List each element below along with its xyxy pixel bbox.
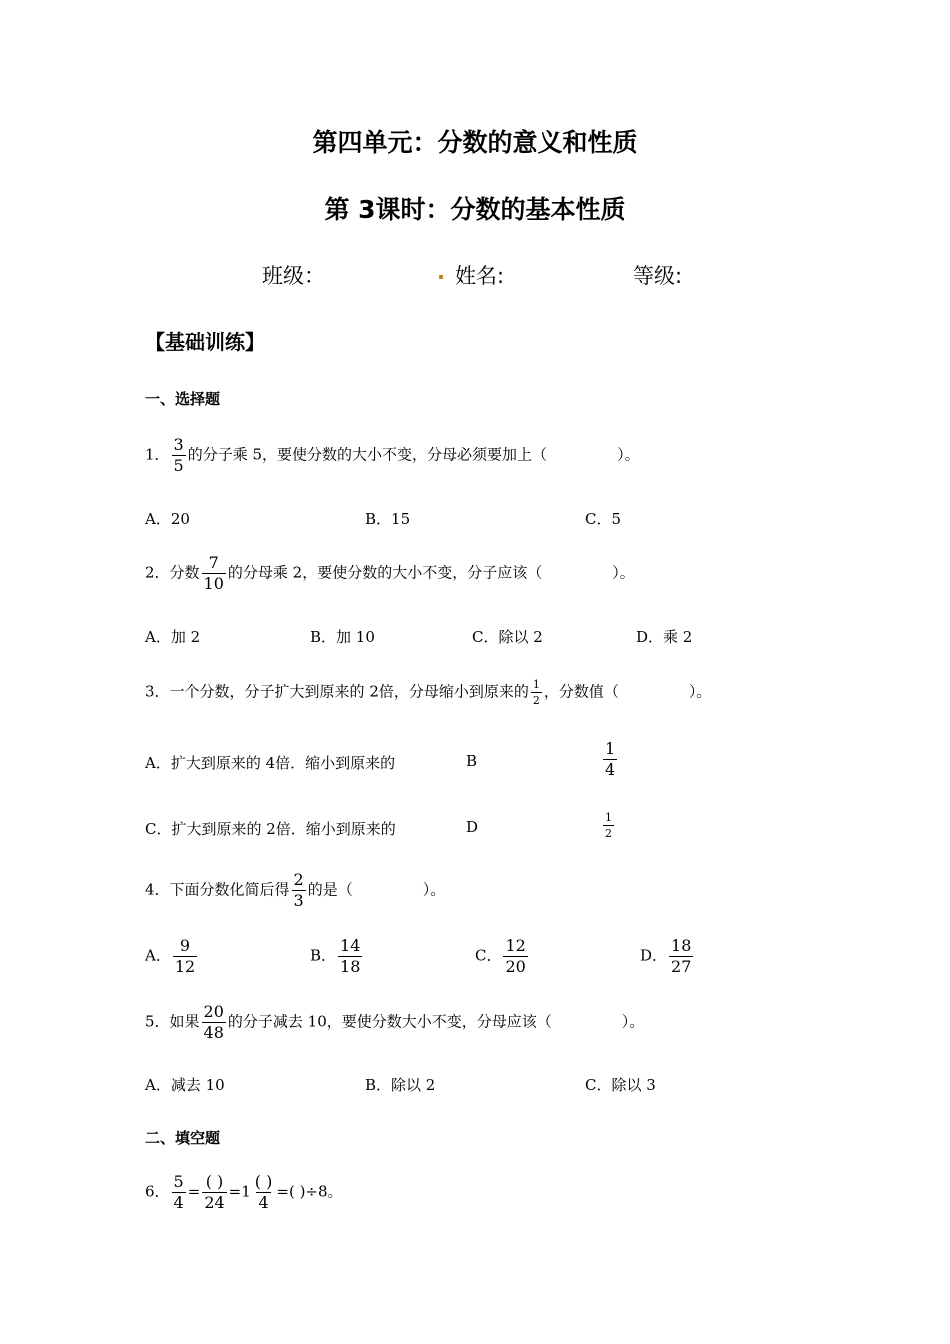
- part1-title: 一、选择题: [145, 390, 221, 408]
- question-6: 6． $\frac{5}{4}$ = $\frac{( )}{24}$ =1 $\frac{( )}{4}$ =( )÷8。: [145, 1172, 343, 1212]
- grade-label: 等级:: [633, 264, 683, 288]
- q6-fraction-3: $\frac{( )}{4}$: [254, 1172, 273, 1212]
- q1-option-c: C．5: [585, 510, 622, 528]
- q4-fraction: $\frac{2}{3}$: [293, 870, 304, 910]
- q6-tail: ( )÷8。: [288, 1182, 343, 1201]
- q3-option-a: A．扩大到原来的 4倍．缩小到原来的: [145, 754, 396, 772]
- q4-text2: 的是（: [307, 880, 353, 899]
- q6-fraction-1: $\frac{5}{4}$: [173, 1172, 184, 1212]
- q2-fraction: $\frac{7}{10}$: [203, 553, 224, 593]
- q1-text: 的分子乘 5，要使分数的大小不变，分母必须要加上（: [187, 445, 548, 464]
- q1-fraction: $\frac{3}{5}$: [173, 435, 184, 475]
- q2-number: 2．分数: [145, 563, 200, 582]
- q3-option-d: D: [466, 818, 479, 836]
- q2-option-c: C．除以 2: [472, 628, 543, 646]
- q2-end: ）。: [612, 563, 635, 582]
- q4-option-c: C． $\frac{12}{20}$: [475, 936, 526, 976]
- q1-option-a: A．20: [145, 510, 190, 528]
- q2-option-a: A．加 2: [145, 628, 201, 646]
- question-3: [145, 679, 711, 706]
- q1-option-b: B．15: [365, 510, 411, 528]
- question-2: [145, 555, 635, 592]
- q1-end: ）。: [617, 445, 640, 464]
- q3-option-b: B: [466, 752, 478, 770]
- q3-text: 3．一个分数，分子扩大到原来的 2倍，分母缩小到原来的: [145, 682, 529, 701]
- class-label: 班级：: [262, 264, 325, 288]
- q4-option-b: B． $\frac{14}{18}$: [310, 936, 361, 976]
- q5-end: ）。: [621, 1012, 645, 1031]
- q2-option-b: B．加 10: [310, 628, 375, 646]
- separator-dot: .: [437, 260, 445, 284]
- question-4: [145, 872, 445, 909]
- q4-text: 4．下面分数化简后得: [145, 880, 290, 899]
- q4-end: ）。: [422, 880, 446, 899]
- q3-option-c: C．扩大到原来的 2倍．缩小到原来的: [145, 820, 396, 838]
- q5-option-a: A．减去 10: [145, 1076, 225, 1094]
- q5-text: 5．如果: [145, 1012, 200, 1031]
- q4-option-d: D． $\frac{18}{27}$: [640, 936, 692, 976]
- part2-title: 二、填空题: [145, 1129, 221, 1147]
- q3-fraction: $\frac{1}{2}$: [532, 678, 540, 707]
- q5-option-c: C．除以 3: [585, 1076, 656, 1094]
- q3-end: ）。: [688, 682, 712, 701]
- q2-option-d: D．乘 2: [636, 628, 693, 646]
- page-subtitle: 第 3课时：分数的基本性质: [324, 195, 626, 224]
- q5-text2: 的分子减去 10，要使分数大小不变，分母应该（: [227, 1012, 552, 1031]
- q3-option-b-fraction: $\frac{1}{4}$: [605, 739, 616, 779]
- question-1: [145, 437, 640, 474]
- q6-fraction-2: $\frac{( )}{24}$: [204, 1172, 225, 1212]
- q5-option-b: B．除以 2: [365, 1076, 436, 1094]
- q4-option-a: A． $\frac{9}{12}$: [145, 936, 196, 976]
- section-title: 【基础训练】: [145, 330, 265, 354]
- page-title: 第四单元：分数的意义和性质: [312, 128, 638, 157]
- name-label: 姓名:: [455, 264, 505, 288]
- q1-number: 1．: [145, 445, 170, 464]
- q3-option-d-fraction: $\frac{1}{2}$: [605, 811, 612, 840]
- q6-number: 6．: [145, 1182, 170, 1201]
- q3-text2: ，分数值（: [543, 682, 619, 701]
- question-5: [145, 1004, 644, 1041]
- q2-text: 的分母乘 2，要使分数的大小不变，分子应该（: [227, 563, 543, 582]
- q5-fraction: $\frac{20}{48}$: [203, 1002, 224, 1042]
